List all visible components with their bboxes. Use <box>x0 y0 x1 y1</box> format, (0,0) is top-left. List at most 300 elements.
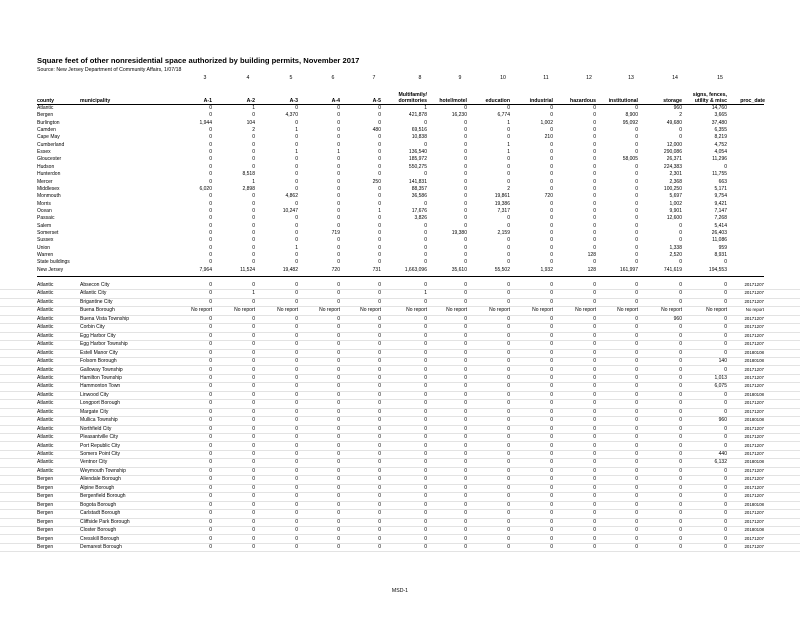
row-value: 0 <box>295 501 298 508</box>
row-value: 0 <box>295 417 298 424</box>
county-value: 0 <box>550 127 553 134</box>
county-value: 0 <box>209 244 212 251</box>
county-value: 0 <box>593 149 596 156</box>
county-row <box>0 171 800 177</box>
county-value: 1 <box>424 105 427 111</box>
row-value: 0 <box>593 459 596 466</box>
row-county: Atlantic <box>37 417 54 424</box>
county-value: 8,518 <box>242 171 255 178</box>
row-value: 0 <box>337 425 340 432</box>
row-value: 0 <box>209 349 212 356</box>
row-value: 0 <box>679 282 682 288</box>
county-value: 1 <box>252 105 255 111</box>
county-value: 58,005 <box>622 156 638 163</box>
row-value: 0 <box>724 349 727 356</box>
row-value: No report <box>319 307 340 314</box>
row-value: 0 <box>464 282 467 288</box>
county-value: 0 <box>337 259 340 266</box>
row-value: 0 <box>209 374 212 381</box>
column-number: 13 <box>628 75 634 81</box>
row-value: 0 <box>550 451 553 457</box>
county-value: 0 <box>593 259 596 266</box>
county-value: 3,826 <box>414 215 427 222</box>
row-proc-date: 20171207 <box>744 383 764 389</box>
county-value: 960 <box>673 105 682 111</box>
county-value: 0 <box>635 134 638 141</box>
county-value: 720 <box>544 193 553 200</box>
county-value: 11,755 <box>712 171 727 178</box>
row-value: 0 <box>378 391 381 398</box>
row-value: 0 <box>424 374 427 381</box>
row-municipality: Hamilton Township <box>80 374 122 381</box>
row-value: 0 <box>464 400 467 407</box>
county-value: 100,250 <box>663 185 682 192</box>
row-proc-date: 20171207 <box>744 476 764 482</box>
row-value: 0 <box>550 459 553 466</box>
county-value: 2,898 <box>242 185 255 192</box>
county-value: 0 <box>295 229 298 236</box>
row-value: 0 <box>464 518 467 525</box>
row-value: 0 <box>550 383 553 390</box>
row-value: 0 <box>209 282 212 288</box>
row-value: 0 <box>724 501 727 508</box>
county-row <box>0 193 800 199</box>
row-county: Atlantic <box>37 290 54 297</box>
county-value: 0 <box>507 134 510 141</box>
row-value: 0 <box>464 408 467 415</box>
county-value: 480 <box>372 127 381 134</box>
row-value: 0 <box>252 358 255 365</box>
row-value: 0 <box>507 366 510 373</box>
row-value: No report <box>661 307 682 314</box>
county-value: 550,275 <box>408 163 427 170</box>
row-value: 0 <box>507 543 510 550</box>
county-value: 0 <box>507 215 510 222</box>
county-value: 0 <box>550 105 553 111</box>
county-row <box>0 149 800 155</box>
county-value: 0 <box>295 252 298 258</box>
county-value: 0 <box>550 141 553 148</box>
county-value: 0 <box>378 222 381 229</box>
county-value: 5,697 <box>669 193 682 200</box>
row-value: 0 <box>507 484 510 491</box>
row-value: 0 <box>679 493 682 500</box>
row-value: 0 <box>550 282 553 288</box>
row-value: 0 <box>679 391 682 398</box>
county-value: 0 <box>209 171 212 178</box>
row-value: 0 <box>424 315 427 322</box>
row-value: 0 <box>593 484 596 491</box>
county-value: 0 <box>424 141 427 148</box>
county-value: 0 <box>464 105 467 111</box>
row-value: 0 <box>507 476 510 483</box>
county-value: 4,054 <box>714 149 727 156</box>
column-header: storage <box>663 98 682 104</box>
row-value: 0 <box>550 527 553 534</box>
county-value: 0 <box>295 178 298 185</box>
row-value: 0 <box>550 298 553 305</box>
row-value: 0 <box>593 341 596 348</box>
row-municipality: Cresskill Borough <box>80 535 120 542</box>
row-value: 0 <box>252 366 255 373</box>
row-value: 1 <box>252 290 255 297</box>
county-value: 2,368 <box>669 178 682 185</box>
row-value: 0 <box>252 374 255 381</box>
row-value: 0 <box>593 408 596 415</box>
row-value: 0 <box>507 518 510 525</box>
county-value: 12,600 <box>666 215 682 222</box>
row-value: 0 <box>593 535 596 542</box>
county-value: 0 <box>378 134 381 141</box>
county-value: 0 <box>209 149 212 156</box>
row-value: 0 <box>679 451 682 457</box>
county-value: 0 <box>464 163 467 170</box>
row-value: 0 <box>424 543 427 550</box>
row-municipality: Folsom Borough <box>80 358 117 365</box>
row-value: No report <box>191 307 212 314</box>
row-value: 0 <box>424 493 427 500</box>
row-proc-date: 20180108 <box>744 358 764 364</box>
row-value: 0 <box>209 324 212 331</box>
column-number: 11 <box>543 75 549 81</box>
row-value: 0 <box>679 400 682 407</box>
row-value: 0 <box>679 290 682 297</box>
county-row <box>0 201 800 207</box>
county-value: 0 <box>209 252 212 258</box>
county-value: 0 <box>337 237 340 244</box>
table-header <box>0 88 800 104</box>
row-value: 0 <box>378 501 381 508</box>
row-value: 0 <box>724 510 727 517</box>
county-value: 0 <box>593 200 596 207</box>
county-value: 0 <box>464 252 467 258</box>
row-value: 0 <box>378 315 381 322</box>
row-value: 0 <box>295 349 298 356</box>
county-value: 161,997 <box>619 266 638 273</box>
row-value: 0 <box>252 324 255 331</box>
row-county: Atlantic <box>37 366 54 373</box>
row-value: 0 <box>295 324 298 331</box>
county-value: 224,383 <box>663 163 682 170</box>
county-name: Essex <box>37 149 51 156</box>
row-value: 0 <box>464 501 467 508</box>
row-value: 0 <box>507 290 510 297</box>
row-value: 0 <box>550 391 553 398</box>
row-proc-date: 20171207 <box>744 341 764 347</box>
county-value: 0 <box>593 134 596 141</box>
row-value: 960 <box>718 417 727 424</box>
row-value: 0 <box>635 358 638 365</box>
row-value: 0 <box>635 527 638 534</box>
row-proc-date: 20171207 <box>744 434 764 440</box>
row-value: 0 <box>724 315 727 322</box>
county-name: Salem <box>37 222 52 229</box>
row-municipality: Egg Harbor City <box>80 332 116 339</box>
row-value: 0 <box>724 341 727 348</box>
row-value: 0 <box>635 324 638 331</box>
county-value: 5,171 <box>714 185 727 192</box>
row-proc-date: 20171207 <box>744 442 764 448</box>
county-row <box>0 112 800 118</box>
county-value: 0 <box>378 149 381 156</box>
row-proc-date: No report <box>745 307 764 313</box>
row-value: 0 <box>295 484 298 491</box>
row-county: Atlantic <box>37 467 54 474</box>
row-value: 0 <box>679 332 682 339</box>
row-value: 0 <box>635 467 638 474</box>
row-value: 0 <box>507 527 510 534</box>
row-value: 0 <box>464 425 467 432</box>
county-value: 9,754 <box>714 193 727 200</box>
county-value: 0 <box>378 163 381 170</box>
row-value: 0 <box>635 501 638 508</box>
county-value: 2 <box>252 127 255 134</box>
county-value: 0 <box>593 215 596 222</box>
row-value: 0 <box>593 400 596 407</box>
row-municipality: Buena Borough <box>80 307 115 314</box>
row-value: 0 <box>507 349 510 356</box>
row-value: 0 <box>378 476 381 483</box>
row-value: 0 <box>593 349 596 356</box>
county-value: 0 <box>550 229 553 236</box>
row-value: 0 <box>337 298 340 305</box>
county-value: 17,676 <box>411 207 427 214</box>
row-value: 0 <box>252 451 255 457</box>
county-value: 7,964 <box>199 266 212 273</box>
county-value: 4,862 <box>285 193 298 200</box>
row-value: 0 <box>464 358 467 365</box>
county-row <box>0 142 800 148</box>
county-value: 0 <box>635 105 638 111</box>
county-value: 0 <box>724 259 727 266</box>
row-value: 0 <box>550 366 553 373</box>
county-value: 0 <box>378 156 381 163</box>
row-value: 0 <box>378 400 381 407</box>
row-value: 0 <box>209 341 212 348</box>
row-municipality: Bergenfield Borough <box>80 493 126 500</box>
county-name: Union <box>37 244 51 251</box>
county-value: 0 <box>337 222 340 229</box>
row-value: 0 <box>635 282 638 288</box>
row-value: 0 <box>550 425 553 432</box>
header-proc-date: proc_date <box>740 98 765 104</box>
row-value: No report <box>575 307 596 314</box>
county-value: 0 <box>295 119 298 126</box>
row-value: 0 <box>337 417 340 424</box>
county-value: 7,147 <box>714 207 727 214</box>
county-value: 0 <box>252 193 255 200</box>
row-value: 0 <box>507 459 510 466</box>
county-value: 1 <box>337 149 340 156</box>
row-value: 0 <box>378 425 381 432</box>
row-value: 0 <box>550 493 553 500</box>
county-row <box>0 127 800 133</box>
row-county: Bergen <box>37 484 54 491</box>
row-value: 0 <box>593 451 596 457</box>
county-value: 0 <box>337 200 340 207</box>
row-value: 0 <box>378 332 381 339</box>
row-value: 140 <box>718 358 727 365</box>
county-value: 0 <box>550 207 553 214</box>
county-value: 0 <box>679 127 682 134</box>
row-value: No report <box>706 307 727 314</box>
row-proc-date: 20171207 <box>744 493 764 499</box>
row-value: 0 <box>424 527 427 534</box>
county-value: 0 <box>209 215 212 222</box>
county-value: 1,663,096 <box>404 266 427 273</box>
county-value: 8,900 <box>625 112 638 119</box>
row-value: 0 <box>209 535 212 542</box>
row-value: 0 <box>724 467 727 474</box>
row-value: 0 <box>507 434 510 441</box>
county-value: 7,268 <box>714 215 727 222</box>
row-value: 0 <box>337 493 340 500</box>
row-value: 0 <box>679 324 682 331</box>
county-value: 19,482 <box>282 266 298 273</box>
county-value: 0 <box>209 193 212 200</box>
row-value: 0 <box>593 298 596 305</box>
column-header: Multifamily/ dormitories <box>398 92 427 104</box>
row-value: 0 <box>337 408 340 415</box>
county-value: 0 <box>424 171 427 178</box>
row-value: 0 <box>209 425 212 432</box>
county-name: Warren <box>37 252 54 258</box>
county-value: 2,159 <box>497 229 510 236</box>
row-value: 0 <box>209 484 212 491</box>
column-header: institutional <box>608 98 638 104</box>
row-value: 1 <box>424 290 427 297</box>
column-header: A-1 <box>203 98 212 104</box>
row-value: 0 <box>209 332 212 339</box>
row-value: 0 <box>295 391 298 398</box>
row-county: Atlantic <box>37 400 54 407</box>
county-value: 95,092 <box>622 119 638 126</box>
row-county: Atlantic <box>37 391 54 398</box>
row-value: 0 <box>724 400 727 407</box>
row-value: 0 <box>724 518 727 525</box>
row-municipality: Alpine Borough <box>80 484 115 491</box>
row-value: 0 <box>295 434 298 441</box>
county-value: 0 <box>209 127 212 134</box>
county-row <box>0 120 800 126</box>
row-value: 0 <box>507 417 510 424</box>
row-proc-date: 20171207 <box>744 298 764 304</box>
county-value: 0 <box>507 252 510 258</box>
row-value: 0 <box>295 332 298 339</box>
county-value: 0 <box>424 119 427 126</box>
row-value: 0 <box>424 510 427 517</box>
county-value: 0 <box>337 185 340 192</box>
column-number: 15 <box>717 75 723 81</box>
row-value: 0 <box>464 341 467 348</box>
row-county: Atlantic <box>37 459 54 466</box>
row-value: 0 <box>424 459 427 466</box>
county-value: 1 <box>295 149 298 156</box>
row-value: 0 <box>507 467 510 474</box>
county-value: 0 <box>209 222 212 229</box>
row-value: 0 <box>724 434 727 441</box>
row-municipality: Bogota Borough <box>80 501 117 508</box>
county-value: 0 <box>378 185 381 192</box>
row-proc-date: 20171207 <box>744 324 764 330</box>
row-value: 0 <box>679 442 682 449</box>
county-value: 0 <box>378 215 381 222</box>
row-value: 0 <box>337 527 340 534</box>
county-value: 2,301 <box>669 171 682 178</box>
county-value: 0 <box>593 222 596 229</box>
county-value: 4,752 <box>714 141 727 148</box>
row-value: 0 <box>679 374 682 381</box>
row-county: Atlantic <box>37 408 54 415</box>
row-value: 0 <box>593 417 596 424</box>
row-value: 0 <box>337 484 340 491</box>
county-value: 0 <box>295 141 298 148</box>
row-municipality: Brigantine City <box>80 298 113 305</box>
county-value: 0 <box>464 193 467 200</box>
county-value: 0 <box>593 171 596 178</box>
county-name: Bergen <box>37 112 54 119</box>
row-value: 0 <box>635 543 638 550</box>
row-municipality: Egg Harbor Township <box>80 341 128 348</box>
row-county: Atlantic <box>37 358 54 365</box>
row-value: 0 <box>209 442 212 449</box>
row-value: 0 <box>337 476 340 483</box>
row-value: 0 <box>252 476 255 483</box>
row-value: 0 <box>464 484 467 491</box>
county-value: 7,317 <box>497 207 510 214</box>
row-value: 0 <box>295 282 298 288</box>
row-value: 0 <box>424 442 427 449</box>
row-value: 0 <box>724 290 727 297</box>
row-municipality: Carlstadt Borough <box>80 510 121 517</box>
county-value: 0 <box>464 185 467 192</box>
row-value: 0 <box>337 358 340 365</box>
county-name: Camden <box>37 127 56 134</box>
row-value: 0 <box>635 332 638 339</box>
row-value: 0 <box>550 341 553 348</box>
county-value: 1 <box>295 127 298 134</box>
county-value: 0 <box>252 156 255 163</box>
row-value: 0 <box>464 527 467 534</box>
row-value: 0 <box>337 383 340 390</box>
row-value: 0 <box>378 358 381 365</box>
county-value: 0 <box>550 149 553 156</box>
row-value: 0 <box>593 493 596 500</box>
county-value: 1 <box>507 141 510 148</box>
row-value: 0 <box>295 451 298 457</box>
county-value: 194,553 <box>708 266 727 273</box>
row-value: 0 <box>593 358 596 365</box>
row-value: 0 <box>337 349 340 356</box>
row-proc-date: 20171207 <box>744 400 764 406</box>
row-value: 0 <box>209 290 212 297</box>
county-value: 0 <box>252 207 255 214</box>
row-value: 0 <box>550 467 553 474</box>
row-value: 0 <box>679 510 682 517</box>
row-value: 0 <box>550 543 553 550</box>
county-row <box>0 223 800 229</box>
column-header: A-4 <box>331 98 340 104</box>
row-value: 0 <box>635 374 638 381</box>
row-value: 0 <box>209 501 212 508</box>
row-county: Atlantic <box>37 425 54 432</box>
row-proc-date: 20171207 <box>744 451 764 456</box>
column-header: A-2 <box>246 98 255 104</box>
county-name: Sussex <box>37 237 54 244</box>
county-value: 1,002 <box>669 200 682 207</box>
county-value: 0 <box>550 200 553 207</box>
row-value: 0 <box>209 434 212 441</box>
